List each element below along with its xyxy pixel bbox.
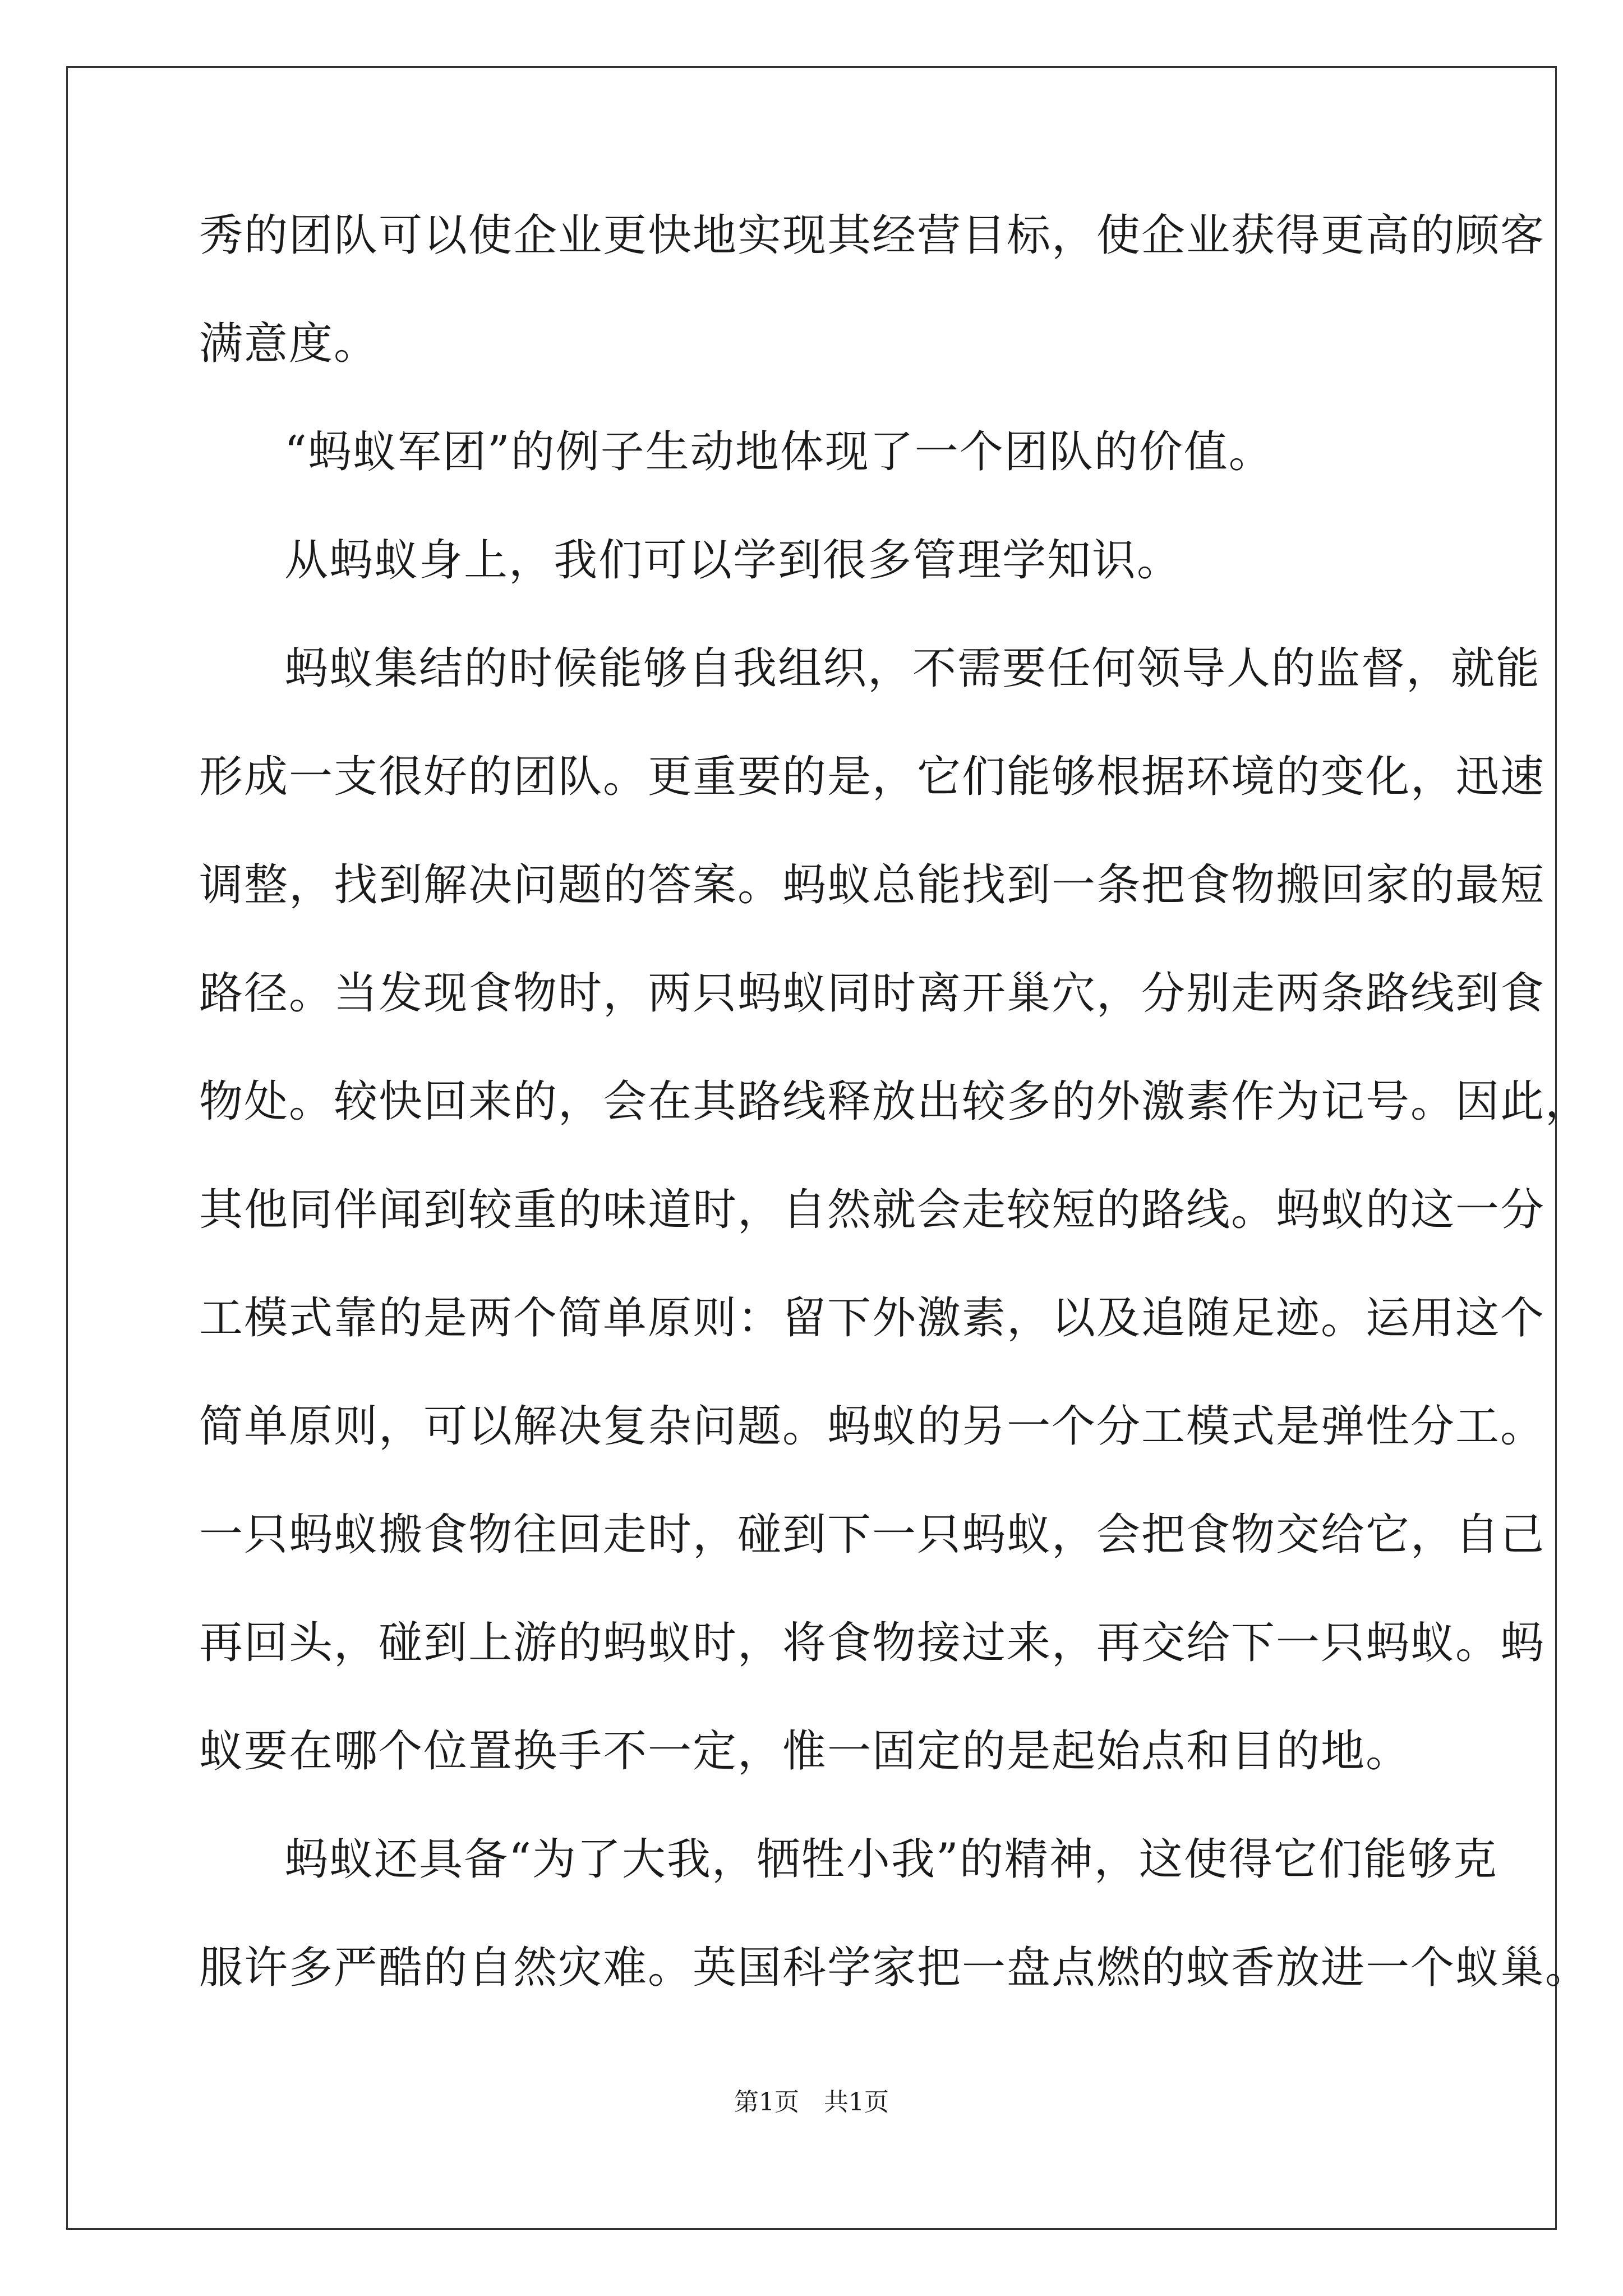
text-line: 从蚂蚁身上，我们可以学到很多管理学知识。 bbox=[284, 535, 1182, 586]
text-line: 路径。当发现食物时，两只蚂蚁同时离开巢穴，分别走两条路线到食 bbox=[199, 968, 1546, 1019]
text-line: 一只蚂蚁搬食物往回走时，碰到下一只蚂蚁，会把食物交给它，自己 bbox=[199, 1510, 1546, 1560]
text-line: 形成一支很好的团队。更重要的是，它们能够根据环境的变化，迅速 bbox=[199, 752, 1546, 802]
text-line: 秀的团队可以使企业更快地实现其经营目标，使企业获得更高的顾客 bbox=[199, 210, 1546, 261]
page-number: 第1页 共1页 bbox=[734, 2088, 889, 2116]
text-line: 蚁要在哪个位置换手不一定，惟一固定的是起始点和目的地。 bbox=[199, 1726, 1411, 1777]
text-line: 物处。较快回来的，会在其路线释放出较多的外激素作为记号。因此， bbox=[199, 1076, 1590, 1127]
page-footer bbox=[0, 2086, 1623, 2119]
text-line: “蚂蚁军团”的例子生动地体现了一个团队的价值。 bbox=[284, 427, 1274, 477]
text-line: 蚂蚁还具备“为了大我，牺牲小我”的精神，这使得它们能够克 bbox=[284, 1834, 1498, 1885]
text-line: 满意度。 bbox=[199, 319, 379, 369]
text-line: 调整，找到解决问题的答案。蚂蚁总能找到一条把食物搬回家的最短 bbox=[199, 860, 1546, 910]
text-line: 蚂蚁集结的时候能够自我组织，不需要任何领导人的监督，就能 bbox=[284, 643, 1541, 694]
text-line: 再回头，碰到上游的蚂蚁时，将食物接过来，再交给下一只蚂蚁。蚂 bbox=[199, 1618, 1546, 1668]
text-line: 简单原则，可以解决复杂问题。蚂蚁的另一个分工模式是弹性分工。 bbox=[199, 1401, 1546, 1452]
page-border bbox=[66, 66, 1557, 2230]
text-line: 其他同伴闻到较重的味道时，自然就会走较短的路线。蚂蚁的这一分 bbox=[199, 1185, 1546, 1235]
text-line: 服许多严酷的自然灾难。英国科学家把一盘点燃的蚊香放进一个蚁巢。 bbox=[199, 1943, 1590, 1993]
text-line: 工模式靠的是两个简单原则：留下外激素，以及追随足迹。运用这个 bbox=[199, 1293, 1546, 1343]
